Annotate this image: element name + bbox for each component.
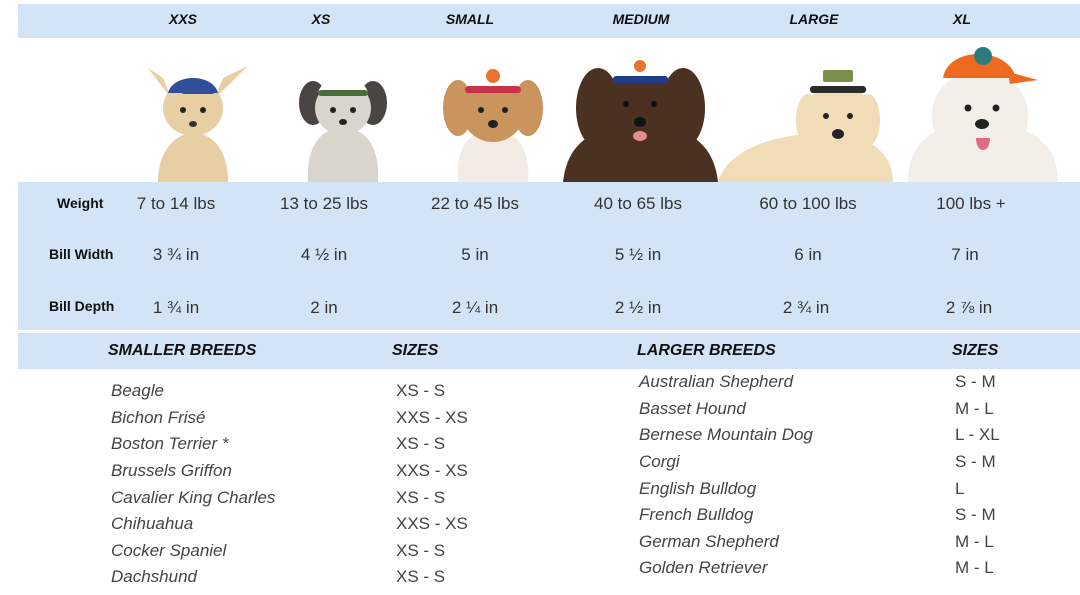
labrador-dog-icon	[718, 38, 898, 182]
list-item	[111, 378, 531, 405]
breed-size: XS - S	[396, 487, 446, 507]
weight-medium: 40 to 65 lbs	[594, 194, 682, 213]
breed-size: L - XL	[955, 425, 1000, 445]
larger-breeds-list	[639, 369, 1069, 582]
list-item	[111, 431, 531, 458]
smaller-breeds-list	[111, 378, 531, 591]
list-item	[111, 458, 531, 485]
breed-name: Bichon Frisé	[111, 407, 206, 427]
row-label-bill-depth: Bill Depth	[49, 298, 115, 314]
smaller-sizes-heading: SIZES	[392, 342, 439, 359]
size-label-xxs: XXS	[168, 11, 198, 27]
breed-size: XXS - XS	[396, 514, 468, 534]
breed-name: Basset Hound	[639, 398, 746, 418]
bill-width-xxs: 3 ¾ in	[152, 245, 200, 264]
bill-depth-xxs: 1 ¾ in	[152, 298, 200, 317]
breed-size: S - M	[955, 505, 996, 525]
larger-breeds-heading: LARGER BREEDS	[637, 342, 776, 359]
list-item	[639, 529, 1069, 556]
list-item	[111, 511, 531, 538]
breed-size: XS - S	[396, 540, 446, 560]
weight-xxs: 7 to 14 lbs	[136, 194, 216, 213]
breed-size: L	[955, 478, 965, 498]
chihuahua-dog-icon	[123, 38, 263, 182]
breed-name: Brussels Griffon	[111, 461, 232, 481]
weight-large: 60 to 100 lbs	[759, 194, 857, 213]
bill-depth-small: 2 ¼ in	[451, 298, 499, 317]
list-item	[111, 484, 531, 511]
breed-size: XXS - XS	[396, 461, 468, 481]
weight-xl: 100 lbs +	[936, 194, 1006, 213]
breed-name: English Bulldog	[639, 478, 757, 498]
breed-size: M - L	[955, 531, 994, 551]
breed-size: M - L	[955, 558, 994, 578]
shih-tzu-dog-icon	[288, 38, 398, 182]
breed-name: German Shepherd	[639, 531, 779, 551]
size-label-xl: XL	[953, 11, 971, 27]
bill-width-xl: 7 in	[951, 245, 979, 264]
breed-name: Golden Retriever	[639, 558, 768, 578]
list-item	[639, 475, 1069, 502]
breed-name: Beagle	[111, 381, 164, 401]
larger-sizes-heading: SIZES	[952, 342, 999, 359]
list-item	[639, 502, 1069, 529]
bill-width-xs: 4 ½ in	[300, 245, 348, 264]
bill-width-medium: 5 ½ in	[614, 245, 662, 264]
size-label-xs: XS	[311, 11, 331, 27]
list-item	[639, 449, 1069, 476]
breed-size: XS - S	[396, 434, 446, 454]
breed-name: Cavalier King Charles	[111, 487, 276, 507]
breed-size: S - M	[955, 452, 996, 472]
weight-small: 22 to 45 lbs	[431, 194, 519, 213]
list-item	[639, 396, 1069, 423]
goldendoodle-dog-icon	[433, 38, 553, 182]
breed-name: Chihuahua	[111, 514, 194, 534]
row-label-weight: Weight	[57, 195, 104, 211]
list-item	[111, 405, 531, 432]
breed-name: Cocker Spaniel	[111, 540, 227, 560]
row-label-bill-width: Bill Width	[49, 246, 114, 262]
list-item	[111, 538, 531, 565]
bill-width-small: 5 in	[461, 245, 489, 264]
breed-name: Boston Terrier *	[111, 434, 229, 454]
bill-depth-medium: 2 ½ in	[614, 298, 662, 317]
breed-name: French Bulldog	[639, 505, 754, 525]
list-item	[111, 564, 531, 591]
smaller-breeds-heading: SMALLER BREEDS	[108, 342, 257, 359]
dog-photo-strip	[18, 38, 1080, 182]
bill-width-large: 6 in	[794, 245, 822, 264]
labradoodle-dog-icon	[558, 38, 723, 182]
size-label-medium: MEDIUM	[612, 11, 670, 27]
list-item	[639, 422, 1069, 449]
breed-size: XS - S	[396, 381, 446, 401]
breed-name: Corgi	[639, 452, 680, 472]
breed-size: M - L	[955, 398, 994, 418]
breed-size: XXS - XS	[396, 407, 468, 427]
bill-depth-large: 2 ¾ in	[782, 298, 830, 317]
breed-size: S - M	[955, 372, 996, 392]
great-pyrenees-dog-icon	[898, 38, 1063, 182]
weight-xs: 13 to 25 lbs	[280, 194, 368, 213]
bill-depth-xs: 2 in	[310, 298, 338, 317]
breed-name: Australian Shepherd	[639, 372, 794, 392]
bill-depth-xl: 2 ⅞ in	[945, 298, 993, 317]
breed-size: XS - S	[396, 567, 446, 587]
size-label-large: LARGE	[789, 11, 839, 27]
breed-name: Bernese Mountain Dog	[639, 425, 813, 445]
breed-name: Dachshund	[111, 567, 198, 587]
list-item	[639, 555, 1069, 582]
size-label-small: SMALL	[445, 11, 495, 27]
list-item	[639, 369, 1069, 396]
